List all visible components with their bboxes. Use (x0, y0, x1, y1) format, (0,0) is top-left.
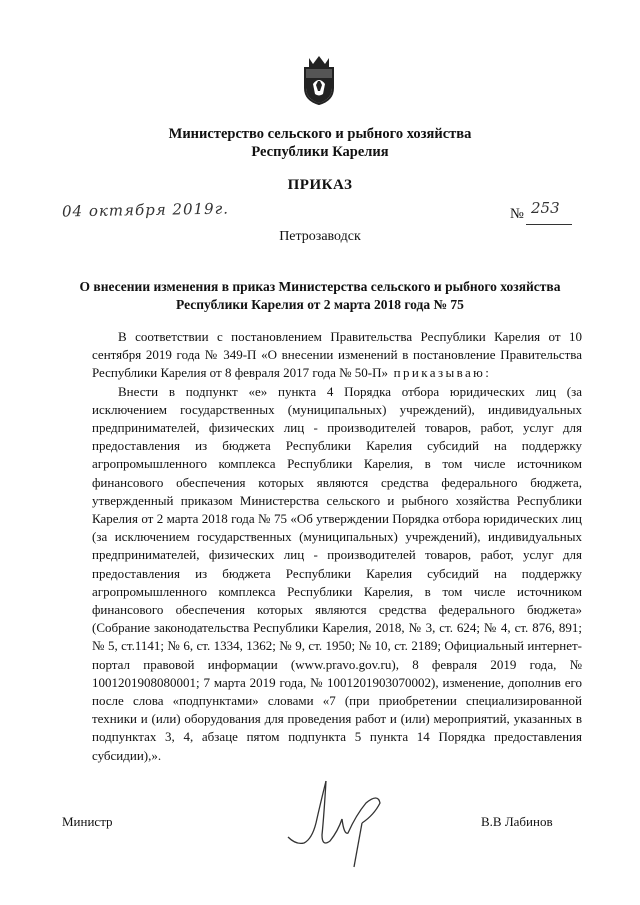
subject-line2: Республики Карелия от 2 марта 2018 года № 75 (176, 297, 464, 312)
handwritten-date: 04 октября 2019г. (61, 199, 230, 221)
body-paragraph-2: Внести в подпункт «е» пункта 4 Порядка отбора юридических лиц (за исключением государственных (муниципальных) учреждений), индивидуальных предпринимателей, физических лиц - производителей товаров, работ, услуг для предоставления из бюджета Республики Карелия субсидий на поддержку агропромышленного комплекса Республики Карелия, в том числе источником финансового обеспечения которых являются средства федерального бюджета, утвержденный приказом Министерства сельского и рыбного хозяйства Республики Карелия от 2 марта 2018 года № 75 «Об утверждении Порядка отбора юридических лиц (за исключением государственных (муниципальных) учреждений), индивидуальных предпринимателей, физических лиц - производителей товаров, работ, услуг для предоставления из бюджета Республики Карелия субсидий на поддержку агропромышленного комплекса Республики Карелия, в том числе источником финансового обеспечения которых являются средства федерального бюджета» (Собрание законодательства Республики Карелия, 2018, № 3, ст. 624; № 4, ст. 876, 891; № 5, ст.1141; № 6, ст. 1334, 1362; № 9, ст. 1950; № 10, ст. 2189; Официальный интернет-портал правовой информации (www.pravo.gov.ru), 8 февраля 2019 года, № 1001201908080001; 7 марта 2019 года, № 1001201903070002), изменение, дополнив его после слова «подпунктами» словами «7 (при приобретении специализированной техники и (или) оборудования для проведения работ и (или) мероприятий, указанных в подпунктах 3, 4, абзаце пятом подпункта 5 пункта 14 Порядка предоставления субсидии),». (92, 383, 582, 763)
signatory-title: Министр (62, 814, 113, 829)
order-number-label: № (510, 206, 524, 222)
preamble-text: В соответствии с постановлением Правительства Республики Карелия от 10 сентября 2019 года № 349-П «О внесении изменений в постановление Правительства Республики Карелия от 8 февраля 2017 года № 50-П» (92, 329, 582, 381)
city-name: Петрозаводск (279, 229, 361, 244)
body-paragraph-1 (92, 328, 582, 383)
signatory-name: В.В Лабинов (481, 814, 553, 829)
order-number-underline (526, 224, 572, 225)
coat-of-arms-emblem (299, 54, 339, 106)
order-verb: приказываю: (388, 365, 492, 381)
subject-line1: О внесении изменения в приказ Министерства сельского и рыбного хозяйства (79, 279, 561, 294)
order-title: ПРИКАЗ (287, 177, 353, 193)
ministry-name-line2: Республики Карелия (251, 144, 389, 160)
order-body (92, 328, 582, 765)
handwritten-signature (282, 775, 397, 870)
handwritten-order-number: 253 (531, 199, 560, 217)
ministry-name-line1: Министерство сельского и рыбного хозяйства (168, 126, 472, 142)
